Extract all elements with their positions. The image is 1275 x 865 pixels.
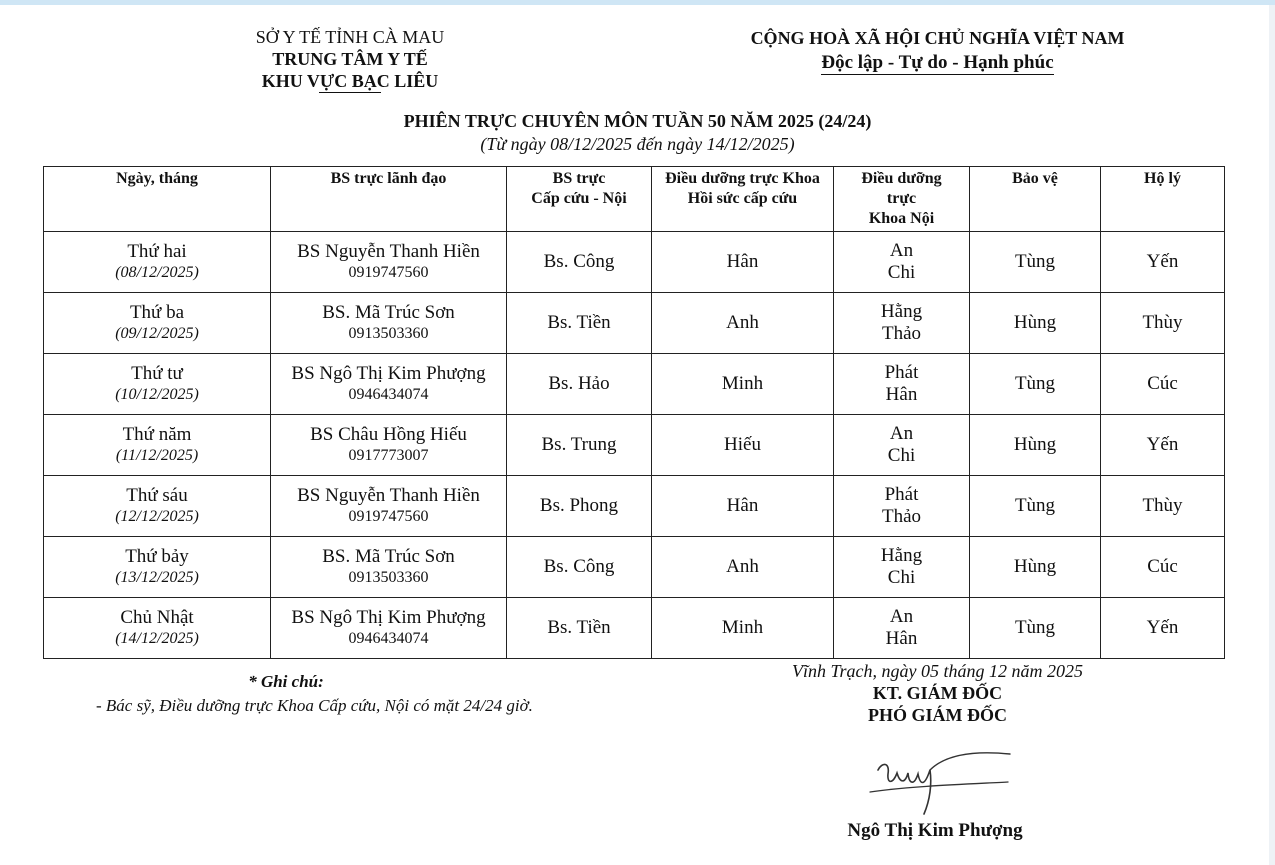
- ward-nurse-1: An: [889, 240, 914, 261]
- table-row: [44, 232, 1225, 293]
- icu-nurse-cell: Minh: [652, 354, 834, 415]
- er-doctor-cell: Bs. Tiền: [507, 293, 652, 354]
- orderly-cell: Cúc: [1101, 537, 1225, 598]
- orderly-cell: Yến: [1101, 598, 1225, 659]
- leader-cell: [271, 537, 507, 598]
- icu-nurse-cell: Anh: [652, 293, 834, 354]
- leader-cell: [271, 354, 507, 415]
- orderly-cell: Yến: [1101, 232, 1225, 293]
- er-doctor-cell: Bs. Trung: [507, 415, 652, 476]
- leader-cell: [271, 476, 507, 537]
- ward-nurse-cell: [834, 354, 970, 415]
- leader-name: BS. Mã Trúc Sơn: [322, 546, 455, 567]
- note-title: * Ghi chú:: [248, 672, 324, 691]
- date-cell: [44, 476, 271, 537]
- date-cell: [44, 293, 271, 354]
- leader-phone: 0946434074: [348, 386, 429, 403]
- icu-nurse-cell: Minh: [652, 598, 834, 659]
- ward-nurse-cell: [834, 293, 970, 354]
- er-doctor-cell: Bs. Tiền: [507, 598, 652, 659]
- col-header-security: Bảo vệ: [970, 167, 1101, 232]
- table-row: [44, 598, 1225, 659]
- leader-cell: [271, 232, 507, 293]
- agency-header: [200, 26, 500, 93]
- ward-nurse-cell: [834, 476, 970, 537]
- leader-name: BS. Mã Trúc Sơn: [322, 302, 455, 323]
- date-cell: [44, 537, 271, 598]
- date-cell: [44, 354, 271, 415]
- ward-nurse-1: An: [889, 606, 914, 627]
- center-name: TRUNG TÂM Y TẾ: [272, 49, 428, 69]
- er-doctor-cell: Bs. Phong: [507, 476, 652, 537]
- ward-nurse-cell: [834, 415, 970, 476]
- leader-phone: 0917773007: [348, 447, 429, 464]
- department-name: SỞ Y TẾ TỈNH CÀ MAU: [255, 27, 445, 47]
- day-name: Chủ Nhật: [120, 607, 194, 628]
- day-name: Thứ bảy: [125, 546, 189, 567]
- icu-nurse-cell: Hân: [652, 476, 834, 537]
- handwritten-signature: [860, 740, 1020, 820]
- col-header-er-doctor: [507, 167, 652, 232]
- day-name: Thứ năm: [122, 424, 192, 445]
- leader-cell: [271, 415, 507, 476]
- table-row: [44, 354, 1225, 415]
- orderly-cell: Cúc: [1101, 354, 1225, 415]
- ward-nurse-2: Thảo: [881, 506, 922, 527]
- national-motto: Độc lập - Tự do - Hạnh phúc: [821, 52, 1054, 73]
- security-cell: Tùng: [970, 232, 1101, 293]
- region-name: KHU VỰC BẠC LIÊU: [261, 71, 439, 91]
- col-header-er-doctor-line1: BS trực: [552, 170, 606, 187]
- er-doctor-cell: Bs. Hảo: [507, 354, 652, 415]
- orderly-cell: Yến: [1101, 415, 1225, 476]
- col-header-ward-nurse-line1: Điều dưỡng: [861, 170, 942, 187]
- window-top-bar: [0, 0, 1275, 5]
- leader-phone: 0919747560: [348, 264, 429, 281]
- ward-nurse-1: Phát: [884, 362, 919, 383]
- day-name: Thứ sáu: [126, 485, 188, 506]
- security-cell: Hùng: [970, 415, 1101, 476]
- orderly-cell: Thùy: [1101, 293, 1225, 354]
- leader-cell: [271, 598, 507, 659]
- date-cell: [44, 598, 271, 659]
- ward-nurse-2: Hân: [885, 628, 918, 649]
- leader-phone: 0913503360: [348, 569, 429, 586]
- leader-phone: 0919747560: [348, 508, 429, 525]
- leader-name: BS Ngô Thị Kim Phượng: [291, 363, 486, 384]
- leader-name: BS Ngô Thị Kim Phượng: [291, 607, 486, 628]
- duty-schedule-table: [43, 166, 1225, 659]
- icu-nurse-cell: Hân: [652, 232, 834, 293]
- ward-nurse-2: Chi: [887, 567, 916, 588]
- orderly-cell: Thùy: [1101, 476, 1225, 537]
- table-row: [44, 537, 1225, 598]
- icu-nurse-cell: Hiếu: [652, 415, 834, 476]
- note-text: - Bác sỹ, Điều dưỡng trực Khoa Cấp cứu, Nội có mặt 24/24 giờ.: [96, 696, 533, 715]
- col-header-leader: BS trực lãnh đạo: [271, 167, 507, 232]
- ward-nurse-2: Hân: [885, 384, 918, 405]
- signer-role-2: PHÓ GIÁM ĐỐC: [868, 705, 1007, 725]
- table-header-row: [44, 167, 1225, 232]
- day-name: Thứ ba: [129, 302, 185, 323]
- day-name: Thứ tư: [131, 363, 183, 384]
- day-date: (10/12/2025): [115, 386, 199, 403]
- signer-name: Ngô Thị Kim Phượng: [847, 820, 1023, 841]
- table-body: [44, 232, 1225, 659]
- table-row: [44, 415, 1225, 476]
- table-row: [44, 476, 1225, 537]
- day-name: Thứ hai: [127, 241, 187, 262]
- col-header-icu-nurse: Điều dưỡng trực Khoa Hồi sức cấp cứu: [652, 167, 834, 232]
- leader-phone: 0913503360: [348, 325, 429, 342]
- date-cell: [44, 415, 271, 476]
- ward-nurse-2: Chi: [887, 445, 916, 466]
- day-date: (08/12/2025): [115, 264, 199, 281]
- day-date: (12/12/2025): [115, 508, 199, 525]
- leader-name: BS Nguyễn Thanh Hiền: [297, 485, 480, 506]
- ward-nurse-2: Thảo: [881, 323, 922, 344]
- day-date: (13/12/2025): [115, 569, 199, 586]
- signer-role-1: KT. GIÁM ĐỐC: [872, 683, 1003, 703]
- col-header-orderly: Hộ lý: [1101, 167, 1225, 232]
- ward-nurse-1: Hằng: [880, 545, 923, 566]
- ward-nurse-cell: [834, 598, 970, 659]
- day-date: (11/12/2025): [115, 447, 199, 464]
- col-header-ward-nurse-line2: trực: [886, 190, 917, 207]
- er-doctor-cell: Bs. Công: [507, 537, 652, 598]
- ward-nurse-cell: [834, 232, 970, 293]
- ward-nurse-1: Hằng: [880, 301, 923, 322]
- leader-name: BS Châu Hồng Hiếu: [310, 424, 467, 445]
- ward-nurse-1: An: [889, 423, 914, 444]
- country-name: CỘNG HOÀ XÃ HỘI CHỦ NGHĨA VIỆT NAM: [750, 28, 1125, 48]
- leader-cell: [271, 293, 507, 354]
- ward-nurse-2: Chi: [887, 262, 916, 283]
- col-header-ward-nurse-line3: Khoa Nội: [868, 210, 935, 227]
- note-section: [96, 670, 616, 718]
- er-doctor-cell: Bs. Công: [507, 232, 652, 293]
- national-header: [700, 26, 1175, 76]
- date-range: (Từ ngày 08/12/2025 đến ngày 14/12/2025): [480, 134, 795, 154]
- day-date: (14/12/2025): [115, 630, 199, 647]
- leader-phone: 0946434074: [348, 630, 429, 647]
- icu-nurse-cell: Anh: [652, 537, 834, 598]
- col-header-date: Ngày, tháng: [44, 167, 271, 232]
- place-date: Vĩnh Trạch, ngày 05 tháng 12 năm 2025: [792, 661, 1083, 681]
- date-cell: [44, 232, 271, 293]
- header-underline: [319, 92, 381, 93]
- signature-block: [740, 660, 1135, 726]
- security-cell: Tùng: [970, 476, 1101, 537]
- security-cell: Tùng: [970, 354, 1101, 415]
- leader-name: BS Nguyễn Thanh Hiền: [297, 241, 480, 262]
- security-cell: Tùng: [970, 598, 1101, 659]
- document-title: PHIÊN TRỰC CHUYÊN MÔN TUẦN 50 NĂM 2025 (24/24): [403, 111, 872, 131]
- ward-nurse-cell: [834, 537, 970, 598]
- col-header-er-doctor-line2: Cấp cứu - Nội: [531, 190, 627, 207]
- security-cell: Hùng: [970, 293, 1101, 354]
- ward-nurse-1: Phát: [884, 484, 919, 505]
- col-header-ward-nurse: [834, 167, 970, 232]
- day-date: (09/12/2025): [115, 325, 199, 342]
- security-cell: Hùng: [970, 537, 1101, 598]
- table-row: [44, 293, 1225, 354]
